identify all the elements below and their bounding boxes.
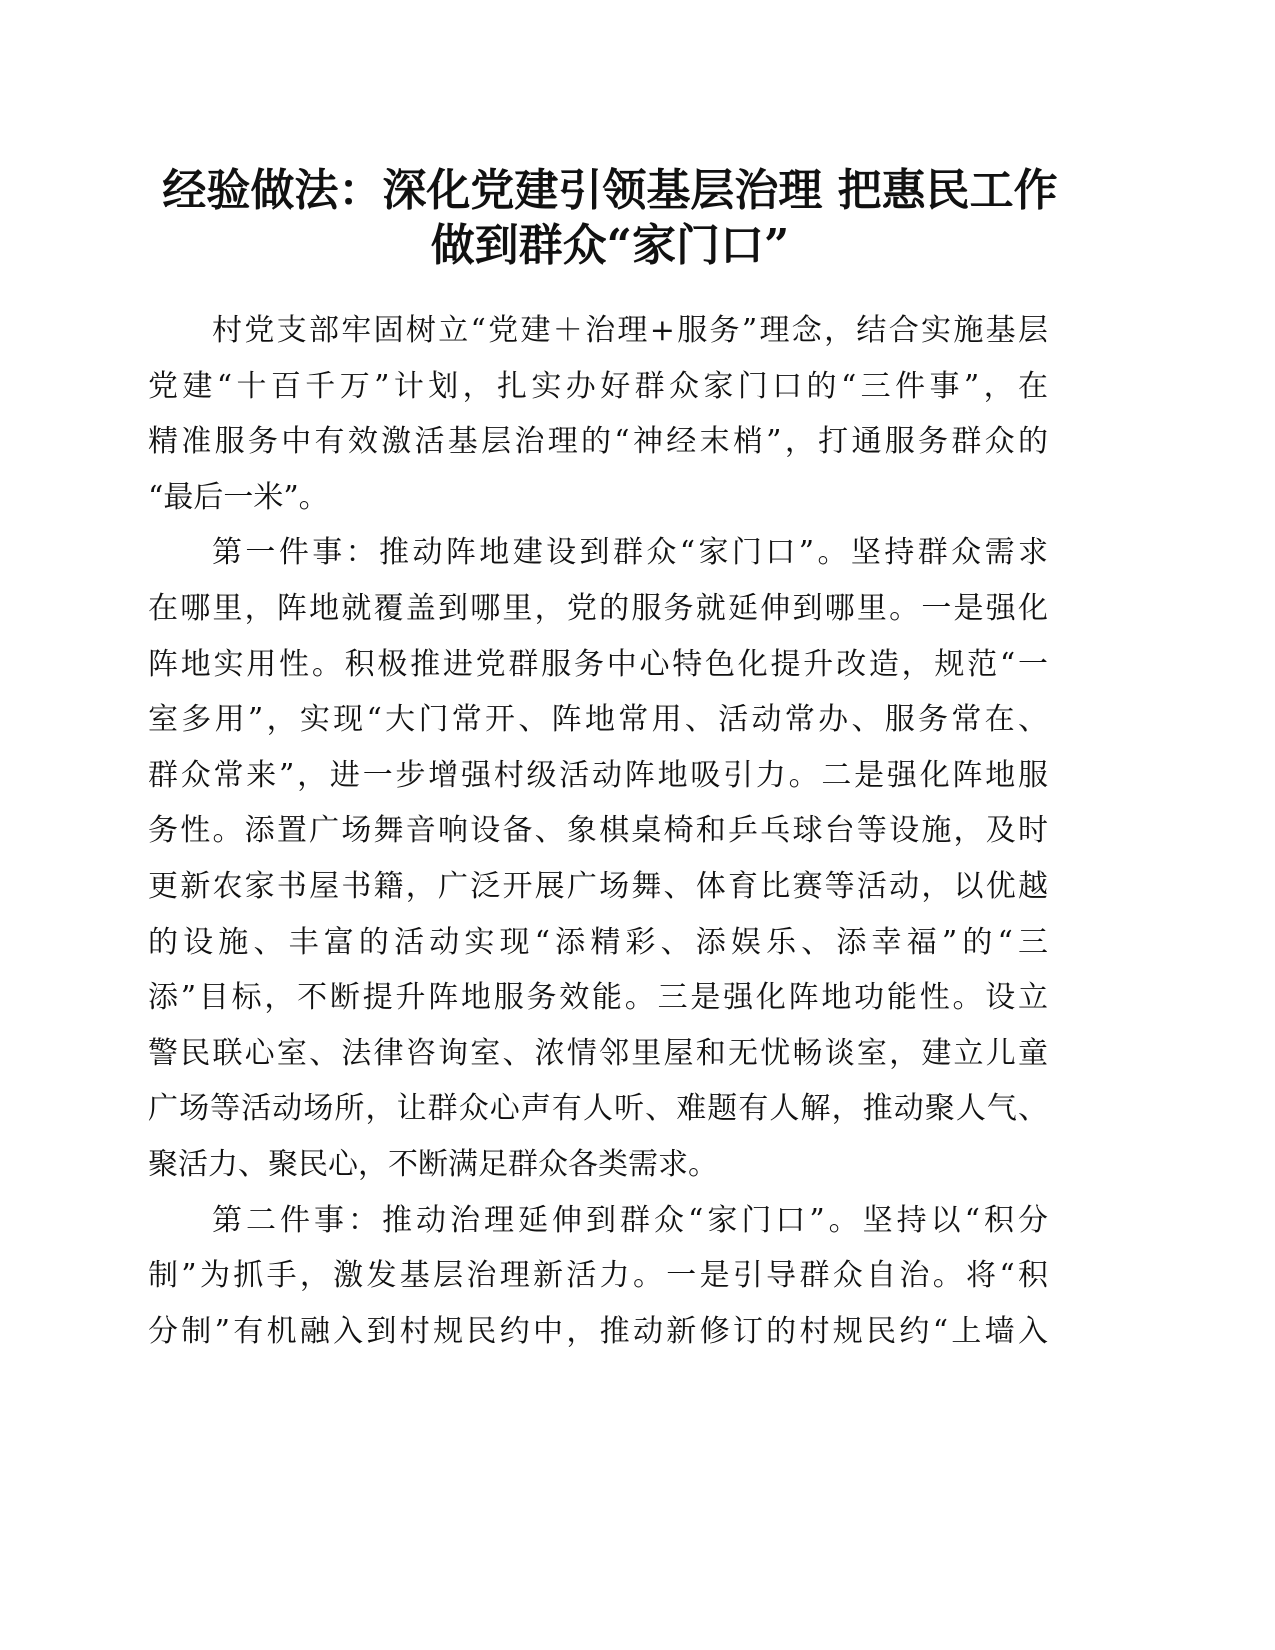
text-line: 更新农家书屋书籍，广泛开展广场舞、体育比赛等活动，以优越 [148,868,1048,904]
document-body [148,303,1048,1359]
text-line: 党建“十百千万”计划，扎实办好群众家门口的“三件事”，在 [148,368,1048,404]
text-line: 的设施、丰富的活动实现“添精彩、添娱乐、添幸福”的“三 [148,924,1048,960]
text-line: 聚活力、聚民心，不断满足群众各类需求。 [148,1146,718,1182]
document-title [140,163,1080,273]
text-line: 务性。添置广场舞音响设备、象棋桌椅和乒乓球台等设施，及时 [148,813,1048,849]
text-line: 村党支部牢固树立“党建＋治理+服务”理念，结合实施基层 [212,313,1048,348]
text-line: 群众常来”，进一步增强村级活动阵地吸引力。二是强化阵地服 [148,757,1048,793]
text-line: 室多用”，实现“大门常开、阵地常用、活动常办、服务常在、 [148,702,1048,738]
text-line: 广场等活动场所，让群众心声有人听、难题有人解，推动聚人气、 [148,1091,1048,1127]
paragraph-second-thing [148,1193,1048,1360]
text-line: 阵地实用性。积极推进党群服务中心特色化提升改造，规范“一 [148,646,1048,682]
text-line: 警民联心室、法律咨询室、浓情邻里屋和无忧畅谈室，建立儿童 [148,1035,1048,1071]
paragraph-first-thing [148,525,1048,1192]
title-line-2: 做到群众“家门口” [430,220,790,271]
text-line: 精准服务中有效激活基层治理的“神经末梢”，打通服务群众的 [148,424,1048,460]
text-line: 第二件事：推动治理延伸到群众“家门口”。坚持以“积分 [212,1202,1048,1238]
text-line: 制”为抓手，激发基层治理新活力。一是引导群众自治。将“积 [148,1258,1048,1294]
text-line: 在哪里，阵地就覆盖到哪里，党的服务就延伸到哪里。一是强化 [148,590,1048,626]
text-line: 分制”有机融入到村规民约中，推动新修订的村规民约“上墙入 [148,1313,1048,1349]
text-line: “最后一米”。 [148,479,329,515]
text-line: 第一件事：推动阵地建设到群众“家门口”。坚持群众需求 [212,535,1048,571]
text-line: 添”目标，不断提升阵地服务效能。三是强化阵地功能性。设立 [148,980,1048,1016]
title-line-1: 经验做法：深化党建引领基层治理 把惠民工作 [162,165,1058,216]
paragraph-intro [148,303,1048,525]
